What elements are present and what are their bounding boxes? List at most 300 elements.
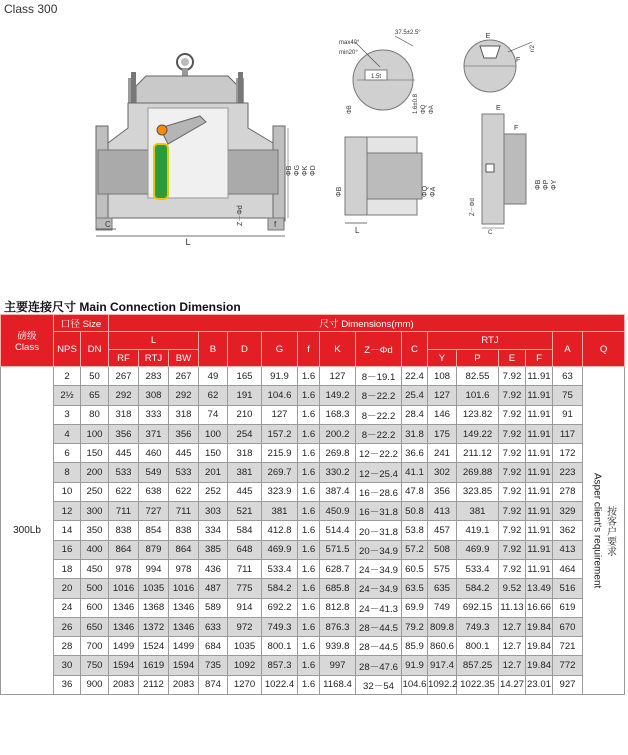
table-cell: 2083: [109, 675, 139, 694]
table-cell: 445: [228, 482, 262, 501]
table-cell: 1.6: [298, 463, 320, 482]
table-cell: 28－44.5: [356, 637, 402, 656]
table-cell: 269.88: [457, 463, 499, 482]
table-cell: 252: [199, 482, 228, 501]
dimension-table: [0, 314, 625, 695]
table-cell: 2083: [169, 675, 199, 694]
table-cell: 381: [262, 502, 298, 521]
table-cell: 11.91: [526, 559, 553, 578]
table-cell: 692.2: [262, 598, 298, 617]
table-row: [1, 367, 625, 386]
table-cell: 549: [139, 463, 169, 482]
table-cell: 254: [228, 424, 262, 443]
table-cell: 450.9: [320, 502, 356, 521]
table-cell: 19.84: [526, 656, 553, 675]
table-cell: 1022.4: [262, 675, 298, 694]
table-cell: 533: [109, 463, 139, 482]
header-A: A: [553, 332, 583, 367]
table-cell: 622: [109, 482, 139, 501]
table-cell: 18: [54, 559, 81, 578]
table-cell: 50: [81, 367, 109, 386]
table-cell: 1.6: [298, 637, 320, 656]
table-cell: 809.8: [428, 617, 457, 636]
table-cell: 876.3: [320, 617, 356, 636]
table-cell: 16－28.6: [356, 482, 402, 501]
dim-Z-label-flange: Z－Φd: [470, 198, 476, 216]
table-cell: 11.91: [526, 444, 553, 463]
table-cell: 445: [169, 444, 199, 463]
table-cell: 1499: [109, 637, 139, 656]
table-cell: 100: [81, 424, 109, 443]
table-cell: 600: [81, 598, 109, 617]
table-row: [1, 424, 625, 443]
dim-E-label-flange: E: [496, 105, 501, 112]
table-cell: 104.6: [262, 386, 298, 405]
table-cell: 939.8: [320, 637, 356, 656]
table-cell: 85.9: [402, 637, 428, 656]
table-cell: 1035: [139, 579, 169, 598]
table-cell: 69.9: [402, 598, 428, 617]
table-cell: 413: [553, 540, 583, 559]
table-cell: 978: [169, 559, 199, 578]
dim-B-label-seat: ΦB: [347, 105, 353, 114]
table-cell: 1.6: [298, 579, 320, 598]
dim-C-label: C: [105, 220, 111, 229]
table-cell: 1.6: [298, 540, 320, 559]
table-cell: 7.92: [499, 540, 526, 559]
table-cell: 685.8: [320, 579, 356, 598]
table-cell: 1.6: [298, 367, 320, 386]
table-cell: 450: [81, 559, 109, 578]
table-cell: 1.6: [298, 598, 320, 617]
table-cell: 711: [228, 559, 262, 578]
table-cell: 149.2: [320, 386, 356, 405]
table-cell: 127: [428, 386, 457, 405]
class-cell: 300Lb: [1, 367, 54, 695]
table-cell: 508: [428, 540, 457, 559]
table-cell: 25.4: [402, 386, 428, 405]
table-cell: 318: [169, 405, 199, 424]
table-cell: 26: [54, 617, 81, 636]
table-cell: 400: [81, 540, 109, 559]
header-dimensions: 尺寸 Dimensions(mm): [109, 315, 625, 332]
table-cell: 334: [199, 521, 228, 540]
header-G: G: [262, 332, 298, 367]
table-cell: 11.91: [526, 463, 553, 482]
table-cell: 308: [139, 386, 169, 405]
table-cell: 14.27: [499, 675, 526, 694]
table-cell: 8－22.2: [356, 386, 402, 405]
table-cell: 11.91: [526, 405, 553, 424]
table-cell: 165: [228, 367, 262, 386]
header-E: E: [499, 350, 526, 367]
table-cell: 533: [169, 463, 199, 482]
client-requirement-note: Asper client's requirement 按客户要求: [583, 367, 625, 695]
table-cell: 79.2: [402, 617, 428, 636]
dim-Y-label-flange: ΦY: [551, 179, 558, 190]
table-cell: 30: [54, 656, 81, 675]
table-row: [1, 405, 625, 424]
table-row: [1, 637, 625, 656]
angle-min20-label: min20°: [339, 50, 358, 56]
table-cell: 49: [199, 367, 228, 386]
table-cell: 521: [228, 502, 262, 521]
page-title: Class 300: [4, 2, 58, 16]
table-cell: 292: [169, 386, 199, 405]
table-cell: 628.7: [320, 559, 356, 578]
table-cell: 74: [199, 405, 228, 424]
table-cell: 11.91: [526, 521, 553, 540]
table-cell: 356: [428, 482, 457, 501]
table-cell: 8－22.2: [356, 424, 402, 443]
dim-A-label-rf: ΦA: [430, 186, 437, 197]
table-cell: 648: [228, 540, 262, 559]
dim-Q-label-seat: ΦQ: [421, 104, 427, 114]
table-cell: 7.92: [499, 444, 526, 463]
table-cell: 800.1: [262, 637, 298, 656]
table-cell: 24－41.3: [356, 598, 402, 617]
table-cell: 1524: [139, 637, 169, 656]
table-cell: 269.7: [262, 463, 298, 482]
table-cell: 11.91: [526, 424, 553, 443]
table-cell: 65: [81, 386, 109, 405]
table-cell: 200: [81, 463, 109, 482]
dim-D-label: ΦD: [310, 165, 317, 176]
header-P: P: [457, 350, 499, 367]
table-cell: 75: [553, 386, 583, 405]
header-BW: BW: [169, 350, 199, 367]
table-cell: 371: [139, 424, 169, 443]
table-cell: 879: [139, 540, 169, 559]
header-F: F: [526, 350, 553, 367]
table-cell: 41.1: [402, 463, 428, 482]
dim-A-label-seat: ΦA: [429, 105, 435, 114]
table-cell: 997: [320, 656, 356, 675]
table-cell: 874: [199, 675, 228, 694]
table-cell: 571.5: [320, 540, 356, 559]
table-cell: 330.2: [320, 463, 356, 482]
table-cell: 838: [169, 521, 199, 540]
table-cell: 16－31.8: [356, 502, 402, 521]
table-cell: 28.4: [402, 405, 428, 424]
dim-F-label-rtj: F: [516, 57, 521, 64]
table-cell: 318: [109, 405, 139, 424]
table-cell: 300: [81, 502, 109, 521]
table-cell: 117: [553, 424, 583, 443]
table-cell: 323.85: [457, 482, 499, 501]
table-cell: 11.13: [499, 598, 526, 617]
table-cell: 1270: [228, 675, 262, 694]
table-cell: 150: [199, 444, 228, 463]
dim-r-label: r/2: [530, 44, 536, 52]
table-cell: 978: [109, 559, 139, 578]
table-cell: 7.92: [499, 482, 526, 501]
header-Q: Q: [583, 332, 625, 367]
table-cell: 150: [81, 444, 109, 463]
table-cell: 210: [228, 405, 262, 424]
table-cell: 1619: [139, 656, 169, 675]
table-row: [1, 386, 625, 405]
table-cell: 201: [199, 463, 228, 482]
table-cell: 7.92: [499, 521, 526, 540]
table-cell: 356: [109, 424, 139, 443]
table-cell: 10: [54, 482, 81, 501]
angle-bevel-label: 37.5±2.5°: [395, 30, 421, 36]
dim-F-label-flange: F: [514, 125, 519, 132]
table-cell: 91.9: [262, 367, 298, 386]
header-RTJ: RTJ: [139, 350, 169, 367]
table-cell: 857.25: [457, 656, 499, 675]
table-cell: 469.9: [262, 540, 298, 559]
dim-L-label: L: [185, 237, 191, 247]
table-cell: 972: [228, 617, 262, 636]
table-cell: 149.22: [457, 424, 499, 443]
table-cell: 633: [199, 617, 228, 636]
header-L: L: [109, 332, 199, 350]
table-row: [1, 540, 625, 559]
table-cell: 12.7: [499, 617, 526, 636]
table-cell: 57.2: [402, 540, 428, 559]
table-cell: 32－54: [356, 675, 402, 694]
table-cell: 917.4: [428, 656, 457, 675]
table-cell: 20－31.8: [356, 521, 402, 540]
table-cell: 127: [320, 367, 356, 386]
dim-G-label: ΦG: [294, 164, 301, 176]
table-cell: 175: [428, 424, 457, 443]
table-cell: 749.3: [262, 617, 298, 636]
table-cell: 19.84: [526, 637, 553, 656]
dim-B-label-rf: ΦB: [336, 186, 343, 197]
table-cell: 6: [54, 444, 81, 463]
table-cell: 584: [228, 521, 262, 540]
table-cell: 50.8: [402, 502, 428, 521]
table-cell: 350: [81, 521, 109, 540]
table-cell: 292: [109, 386, 139, 405]
table-cell: 24－34.9: [356, 559, 402, 578]
table-cell: 101.6: [457, 386, 499, 405]
header-dn: DN: [81, 332, 109, 367]
table-cell: 28－44.5: [356, 617, 402, 636]
table-cell: 650: [81, 617, 109, 636]
table-cell: 864: [169, 540, 199, 559]
table-cell: 2112: [139, 675, 169, 694]
dim-B-label-flange: ΦB: [535, 179, 542, 190]
table-cell: 11.91: [526, 502, 553, 521]
table-cell: 772: [553, 656, 583, 675]
table-cell: 387.4: [320, 482, 356, 501]
table-cell: 146: [428, 405, 457, 424]
header-class: 磅级 Class: [1, 315, 54, 367]
table-cell: 2: [54, 367, 81, 386]
table-cell: 7.92: [499, 405, 526, 424]
table-cell: 8－19.1: [356, 367, 402, 386]
table-cell: 267: [109, 367, 139, 386]
table-cell: 775: [228, 579, 262, 598]
table-cell: 750: [81, 656, 109, 675]
table-row: [1, 521, 625, 540]
dim-E-label-rtj: E: [485, 33, 491, 40]
table-cell: 7.92: [499, 367, 526, 386]
table-cell: 356: [169, 424, 199, 443]
table-row: [1, 444, 625, 463]
table-cell: 638: [139, 482, 169, 501]
table-cell: 157.2: [262, 424, 298, 443]
table-cell: 19.84: [526, 617, 553, 636]
table-cell: 80: [81, 405, 109, 424]
table-row: [1, 502, 625, 521]
table-cell: 211.12: [457, 444, 499, 463]
header-rtj-group: RTJ: [428, 332, 553, 350]
table-cell: 800.1: [457, 637, 499, 656]
table-cell: 1346: [169, 598, 199, 617]
table-cell: 457: [428, 521, 457, 540]
table-cell: 619: [553, 598, 583, 617]
table-cell: 1.6: [298, 559, 320, 578]
table-cell: 436: [199, 559, 228, 578]
table-cell: 172: [553, 444, 583, 463]
table-cell: 24: [54, 598, 81, 617]
table-cell: 9.52: [499, 579, 526, 598]
table-cell: 104.6: [402, 675, 428, 694]
table-cell: 1346: [109, 598, 139, 617]
table-row: [1, 559, 625, 578]
table-cell: 60.5: [402, 559, 428, 578]
table-cell: 16.66: [526, 598, 553, 617]
table-cell: 670: [553, 617, 583, 636]
dim-K-label: ΦK: [302, 165, 309, 176]
table-cell: 302: [428, 463, 457, 482]
table-cell: 749: [428, 598, 457, 617]
table-cell: 445: [109, 444, 139, 463]
table-cell: 250: [81, 482, 109, 501]
table-row: [1, 482, 625, 501]
table-cell: 500: [81, 579, 109, 598]
dim-f-label: f: [274, 220, 277, 229]
table-cell: 11.91: [526, 540, 553, 559]
table-cell: 413: [428, 502, 457, 521]
table-cell: 267: [169, 367, 199, 386]
table-cell: 584.2: [262, 579, 298, 598]
dim-C-label-flange: C: [488, 230, 493, 236]
table-cell: 854: [139, 521, 169, 540]
table-cell: 13.49: [526, 579, 553, 598]
table-cell: 23.01: [526, 675, 553, 694]
table-cell: 323.9: [262, 482, 298, 501]
table-cell: 721: [553, 637, 583, 656]
table-cell: 575: [428, 559, 457, 578]
header-C: C: [402, 332, 428, 367]
table-cell: 12－22.2: [356, 444, 402, 463]
table-cell: 7.92: [499, 559, 526, 578]
table-cell: 12.7: [499, 656, 526, 675]
table-cell: 860.6: [428, 637, 457, 656]
table-cell: 20: [54, 579, 81, 598]
table-cell: 1.6: [298, 424, 320, 443]
table-cell: 514.4: [320, 521, 356, 540]
table-cell: 584.2: [457, 579, 499, 598]
table-cell: 994: [139, 559, 169, 578]
table-cell: 533.4: [262, 559, 298, 578]
table-cell: 191: [228, 386, 262, 405]
table-cell: 283: [139, 367, 169, 386]
table-cell: 1092: [228, 656, 262, 675]
table-cell: 381: [228, 463, 262, 482]
header-Zd: Z－Φd: [356, 332, 402, 367]
table-cell: 127: [262, 405, 298, 424]
header-RF: RF: [109, 350, 139, 367]
table-cell: 329: [553, 502, 583, 521]
table-cell: 1092.2: [428, 675, 457, 694]
table-row: [1, 675, 625, 694]
table-row: [1, 579, 625, 598]
table-cell: 1.6: [298, 502, 320, 521]
table-cell: 1016: [169, 579, 199, 598]
table-cell: 63.5: [402, 579, 428, 598]
table-cell: 108: [428, 367, 457, 386]
table-row: [1, 656, 625, 675]
table-cell: 20－34.9: [356, 540, 402, 559]
header-nps: NPS: [54, 332, 81, 367]
header-D: D: [228, 332, 262, 367]
table-cell: 7.92: [499, 386, 526, 405]
table-cell: 749.3: [457, 617, 499, 636]
table-cell: 684: [199, 637, 228, 656]
header-size: 口径 Size: [54, 315, 109, 332]
table-cell: 1.6: [298, 617, 320, 636]
table-cell: 28: [54, 637, 81, 656]
table-cell: 1368: [139, 598, 169, 617]
table-cell: 36.6: [402, 444, 428, 463]
table-cell: 857.3: [262, 656, 298, 675]
table-cell: 711: [109, 502, 139, 521]
table-cell: 36: [54, 675, 81, 694]
table-row: [1, 598, 625, 617]
dim-L-label-rf: L: [355, 226, 360, 235]
table-cell: 533.4: [457, 559, 499, 578]
table-cell: 1.6: [298, 405, 320, 424]
table-cell: 927: [553, 675, 583, 694]
table-cell: 1594: [109, 656, 139, 675]
table-cell: 91.9: [402, 656, 428, 675]
table-cell: 735: [199, 656, 228, 675]
table-cell: 11.91: [526, 482, 553, 501]
table-cell: 381: [457, 502, 499, 521]
table-cell: 727: [139, 502, 169, 521]
table-cell: 12－25.4: [356, 463, 402, 482]
table-cell: 589: [199, 598, 228, 617]
table-row: [1, 617, 625, 636]
table-cell: 215.9: [262, 444, 298, 463]
table-cell: 333: [139, 405, 169, 424]
table-cell: 278: [553, 482, 583, 501]
table-cell: 864: [109, 540, 139, 559]
table-cell: 318: [228, 444, 262, 463]
table-cell: 53.8: [402, 521, 428, 540]
table-cell: 223: [553, 463, 583, 482]
table-cell: 914: [228, 598, 262, 617]
table-cell: 1.6: [298, 521, 320, 540]
table-cell: 168.3: [320, 405, 356, 424]
header-f: f: [298, 332, 320, 367]
table-cell: 1.6: [298, 386, 320, 405]
butt-weld-end-detail-drawing: [335, 22, 445, 122]
table-row: [1, 463, 625, 482]
dim-Q-label-rf: ΦQ: [422, 185, 429, 197]
table-cell: 385: [199, 540, 228, 559]
table-cell: 1035: [228, 637, 262, 656]
table-cell: 1022.35: [457, 675, 499, 694]
table-cell: 1594: [169, 656, 199, 675]
